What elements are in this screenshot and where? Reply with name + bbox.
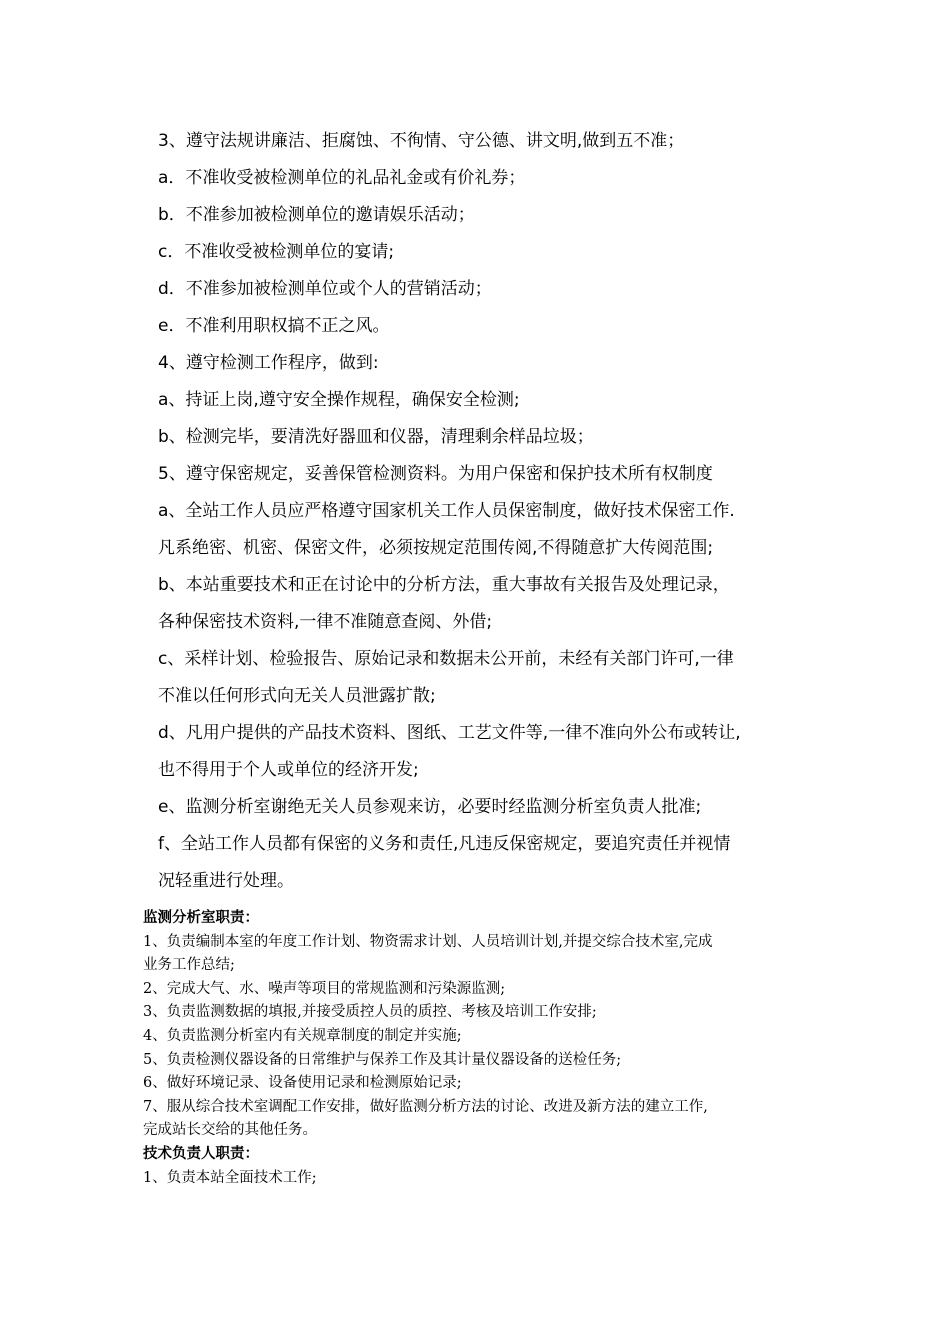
tech-lead-duties-heading: 技术负责人职责： [143, 1145, 259, 1162]
rule-line: a、持证上岗,遵守安全操作规程，确保安全检测; [158, 390, 520, 410]
lab-duty-line: 2、完成大气、水、噪声等项目的常规监测和污染源监测; [143, 980, 506, 997]
tech-duty-line: 1、负责本站全面技术工作; [143, 1169, 317, 1186]
rule-line: e、监测分析室谢绝无关人员参观来访，必要时经监测分析室负责人批准; [158, 797, 702, 817]
rule-line: 况轻重进行处理。 [158, 871, 294, 891]
rule-line: b、本站重要技术和正在讨论中的分析方法，重大事故有关报告及处理记录， [158, 575, 730, 595]
lab-duties-heading: 监测分析室职责： [143, 910, 259, 926]
lab-duty-line: 3、负责监测数据的填报,并接受质控人员的质控、考核及培训工作安排; [143, 1004, 597, 1021]
lab-duty-line: 6、做好环境记录、设备使用记录和检测原始记录; [143, 1075, 462, 1092]
rule-line: c、采样计划、检验报告、原始记录和数据未公开前，未经有关部门许可,一律 [158, 649, 734, 669]
lab-duty-line: 完成站长交给的其他任务。 [143, 1122, 317, 1139]
rule-line: b．不准参加被检测单位的邀请娱乐活动； [158, 205, 475, 225]
rule-line: 4、遵守检测工作程序，做到: [158, 353, 379, 373]
rule-line: 凡系绝密、机密、保密文件，必须按规定范围传阅,不得随意扩大传阅范围; [158, 538, 714, 558]
rule-line: d、凡用户提供的产品技术资料、图纸、工艺文件等,一律不准向外公布或转让, [158, 723, 741, 743]
lab-duty-line: 1、负责编制本室的年度工作计划、物资需求计划、人员培训计划,并提交综合技术室,完成 [143, 933, 713, 950]
rule-line: f、全站工作人员都有保密的义务和责任,凡违反保密规定，要追究责任并视情 [158, 834, 731, 854]
rule-line: 也不得用于个人或单位的经济开发; [158, 760, 419, 780]
lab-duty-line: 5、负责检测仪器设备的日常维护与保养工作及其计量仪器设备的送检任务; [143, 1051, 622, 1068]
rule-line: 3、遵守法规讲廉洁、拒腐蚀、不徇情、守公德、讲文明,做到五不准； [158, 131, 685, 151]
rule-line: a、全站工作人员应严格遵守国家机关工作人员保密制度，做好技术保密工作. [158, 501, 735, 521]
lab-duty-line: 业务工作总结; [143, 957, 235, 974]
rule-line: d．不准参加被检测单位或个人的营销活动； [158, 279, 492, 299]
rule-line: c．不准收受被检测单位的宴请; [158, 242, 395, 262]
conduct-rules-section [158, 123, 838, 900]
rule-line: 5、遵守保密规定，妥善保管检测资料。为用户保密和保护技术所有权制度 [158, 464, 713, 484]
rule-line: a．不准收受被检测单位的礼品礼金或有价礼券； [158, 168, 526, 188]
lab-duty-line: 7、服从综合技术室调配工作安排，做好监测分析方法的讨论、改进及新方法的建立工作, [143, 1098, 708, 1115]
rule-line: b、检测完毕，要清洗好器皿和仪器，清理剩余样品垃圾； [158, 427, 594, 447]
lab-duty-line: 4、负责监测分析室内有关规章制度的制定并实施; [143, 1027, 462, 1044]
rule-line: 不准以任何形式向无关人员泄露扩散; [158, 686, 436, 706]
rule-line: e．不准利用职权搞不正之风。 [158, 316, 390, 336]
rule-line: 各种保密技术资料,一律不准随意查阅、外借; [158, 612, 493, 632]
duties-section [143, 907, 843, 1190]
